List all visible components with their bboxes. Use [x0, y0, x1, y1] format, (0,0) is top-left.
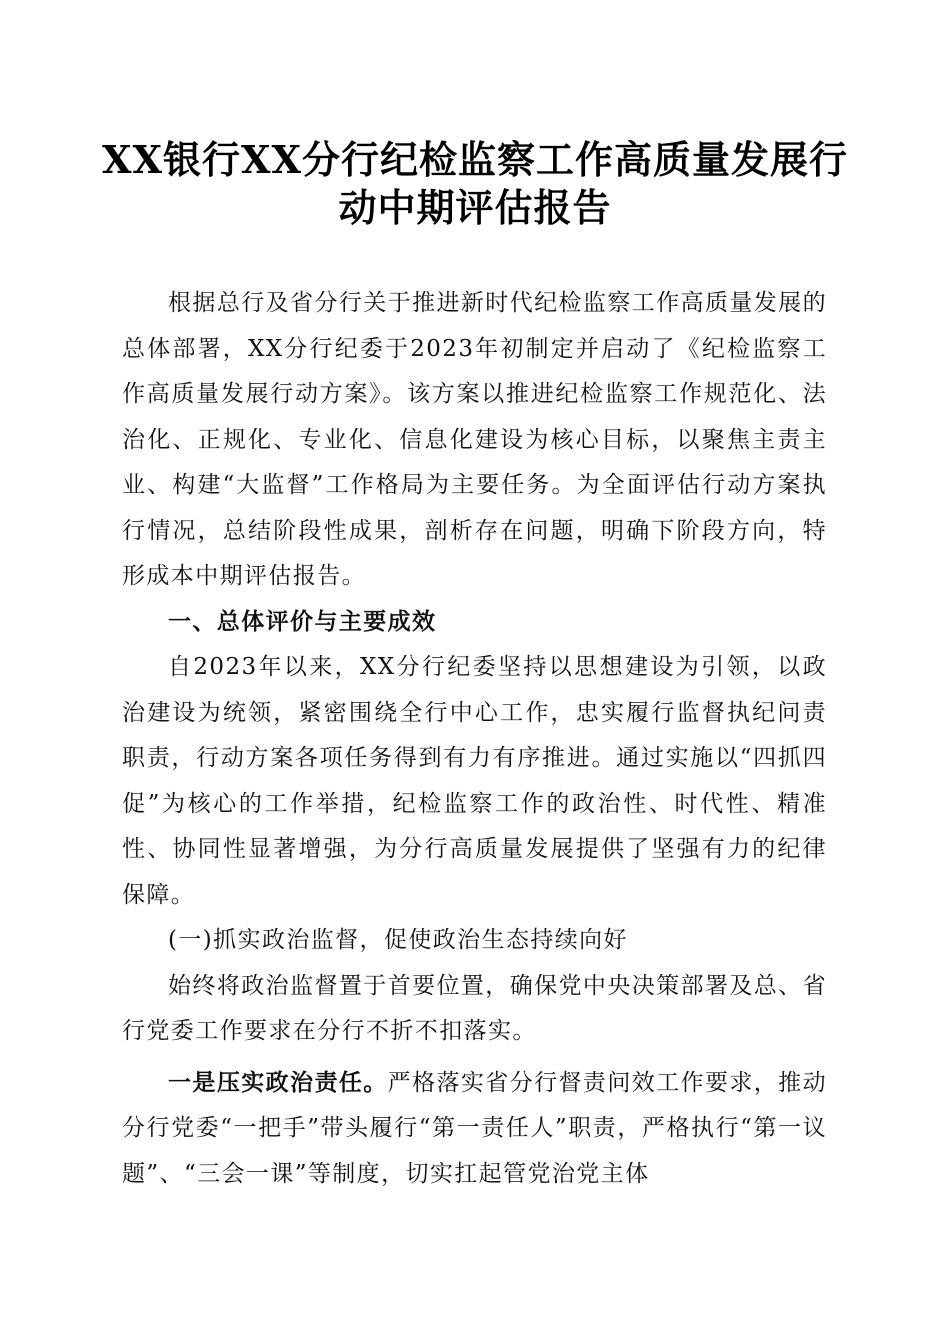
point-1-paragraph — [122, 1061, 827, 1198]
section-heading-1: 一、总体评价与主要成效 — [168, 608, 437, 635]
point-1-lead: 一是压实政治责任。 — [168, 1069, 388, 1096]
subsection-1-paragraph: 始终将政治监督置于首要位置，确保党中央决策部署及总、省行党委工作要求在分行不折不扣落实。 — [122, 972, 827, 1044]
document-body — [122, 281, 827, 1197]
point-1-text: 严格落实省分行督责问效工作要求，推动分行党委“一把手”带头履行“第一责任人”职责，严格执行“第一议题”、“三会一课”等制度，切实扛起管党治党主体 — [122, 1069, 827, 1187]
subsection-heading-1: (一)抓实政治监督，促使政治生态持续向好 — [168, 927, 628, 953]
section-1-paragraph: 自2023年以来，XX分行纪委坚持以思想建设为引领，以政治建设为统领，紧密围绕全行中心工作，忠实履行监督执纪问责职责，行动方案各项任务得到有力有序推进。通过实施以“四抓四促”为核心的工作举措，纪检监察工作的政治性、时代性、精准性、协同性显著增强，为分行高质量发展提供了坚强有力的纪律保障。 — [122, 654, 827, 908]
intro-paragraph: 根据总行及省分行关于推进新时代纪检监察工作高质量发展的总体部署，XX分行纪委于2023年初制定并启动了《纪检监察工作高质量发展行动方案》。该方案以推进纪检监察工作规范化、法治化、正规化、专业化、信息化建设为核心目标，以聚焦主责主业、构建“大监督”工作格局为主要任务。为全面评估行动方案执行情况，总结阶段性成果，剖析存在问题，明确下阶段方向，特形成本中期评估报告。 — [122, 290, 827, 589]
document-title: XX银行XX分行纪检监察工作高质量发展行动中期评估报告 — [102, 137, 848, 230]
